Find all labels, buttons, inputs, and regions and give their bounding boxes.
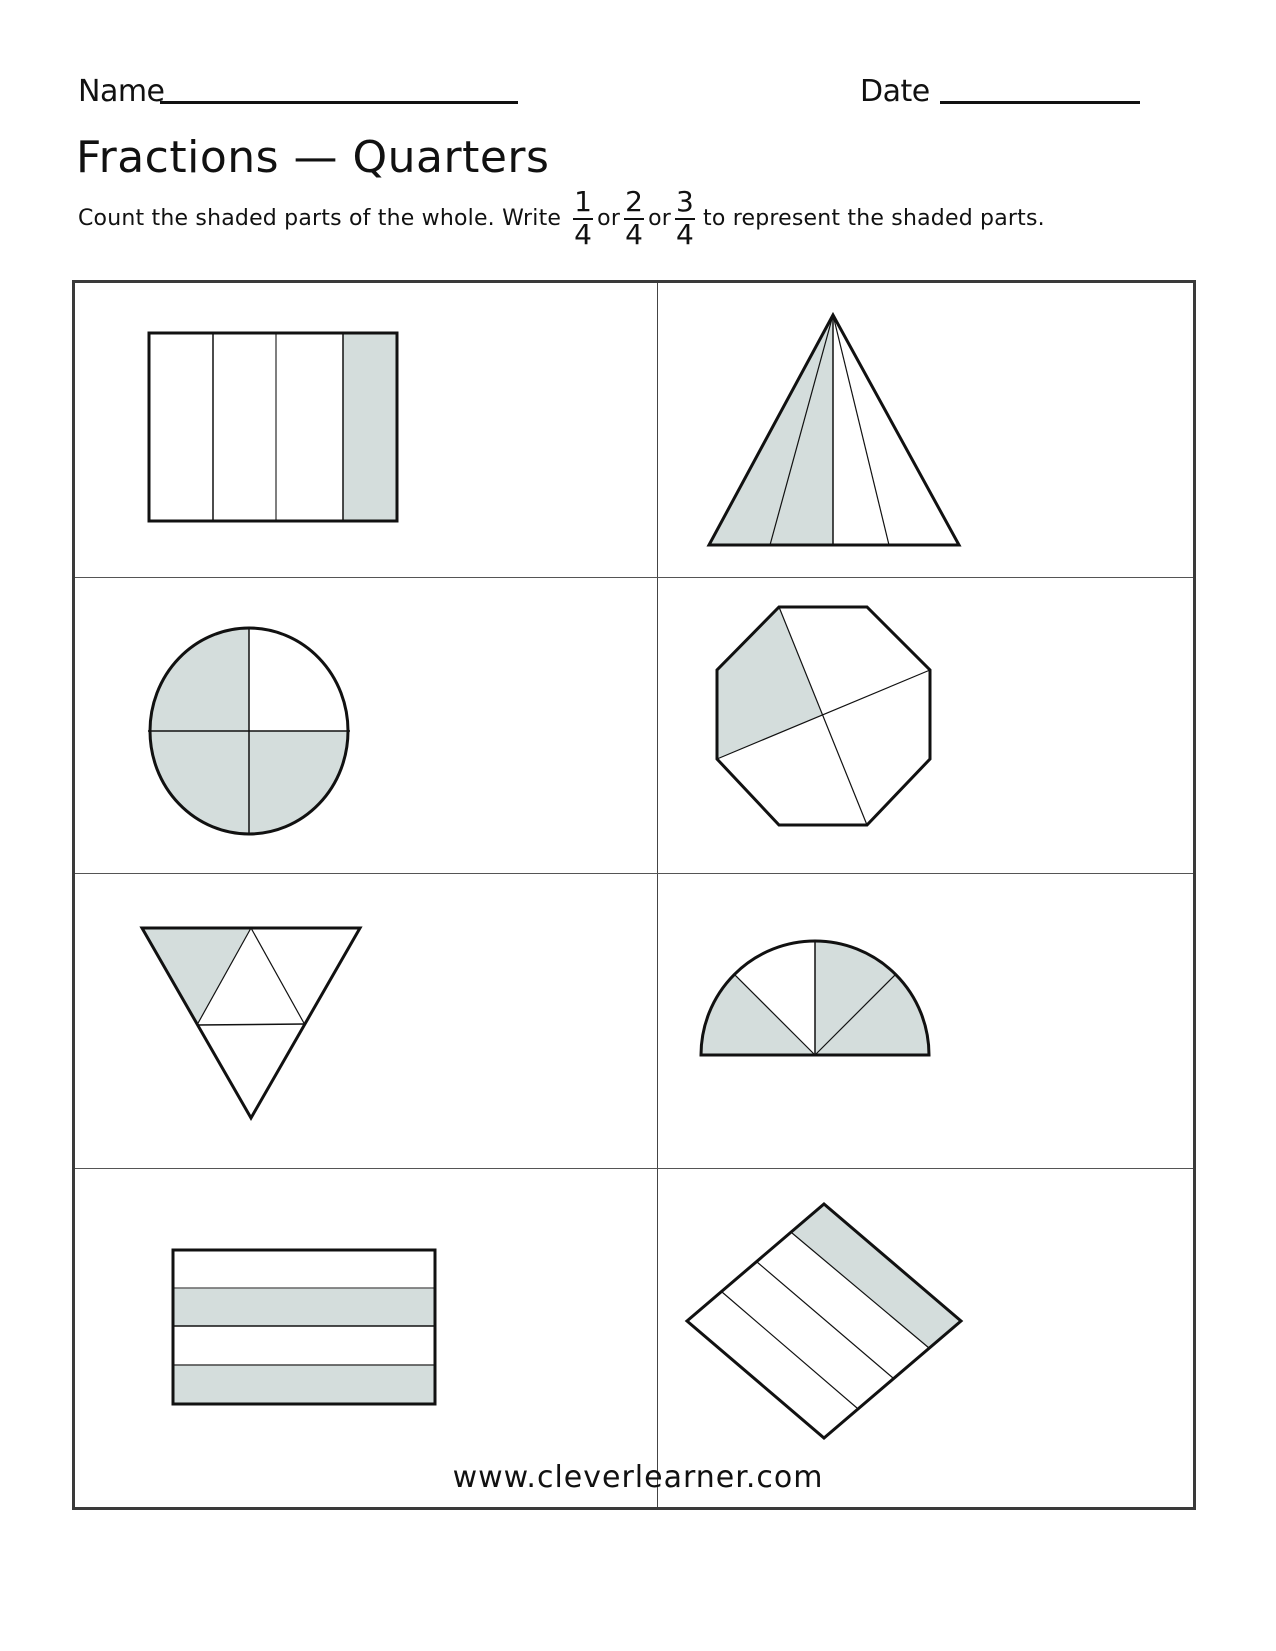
footer-website[interactable]: www.cleverlearner.com [452, 1460, 824, 1495]
name-field[interactable] [160, 101, 518, 104]
numerator: 1 [574, 184, 593, 218]
numerator: 2 [625, 184, 644, 218]
problem-grid [72, 280, 1196, 1510]
rectangle-vertical-strips-shape [147, 331, 399, 523]
rhombus-strips-shape [683, 1200, 965, 1440]
name-label: Name [78, 74, 165, 109]
date-label: Date [860, 74, 930, 109]
date-field[interactable] [940, 101, 1140, 104]
rectangle-horizontal-strips-shape [171, 1248, 437, 1406]
instructions [78, 186, 1045, 250]
problem-cell-7[interactable] [75, 1168, 657, 1510]
numerator: 3 [676, 184, 695, 218]
or-text: or [597, 205, 621, 231]
or-text: or [648, 205, 671, 231]
problem-cell-1[interactable] [75, 283, 657, 577]
circle-quarters-shape [147, 625, 351, 837]
problem-cell-2[interactable] [657, 283, 1199, 577]
instructions-text-after: to represent the shaded parts. [703, 205, 1045, 231]
inverted-triangle-shape [139, 925, 363, 1121]
denominator: 4 [625, 217, 644, 251]
problem-cell-3[interactable] [75, 577, 657, 873]
fraction-two-quarters [624, 184, 644, 251]
fraction-three-quarters [675, 184, 695, 251]
problem-cell-6[interactable] [657, 873, 1199, 1168]
instructions-text-before: Count the shaded parts of the whole. Write [78, 205, 562, 231]
fraction-one-quarter [573, 184, 593, 251]
problem-cell-8[interactable] [657, 1168, 1199, 1510]
denominator: 4 [574, 217, 593, 251]
denominator: 4 [676, 217, 695, 251]
problem-cell-5[interactable] [75, 873, 657, 1168]
semicircle-sectors-shape [699, 937, 931, 1059]
problem-cell-4[interactable] [657, 577, 1199, 873]
octagon-quarters-shape [715, 605, 933, 827]
page-title: Fractions — Quarters [76, 132, 550, 183]
triangle-fan-shape [707, 311, 967, 547]
